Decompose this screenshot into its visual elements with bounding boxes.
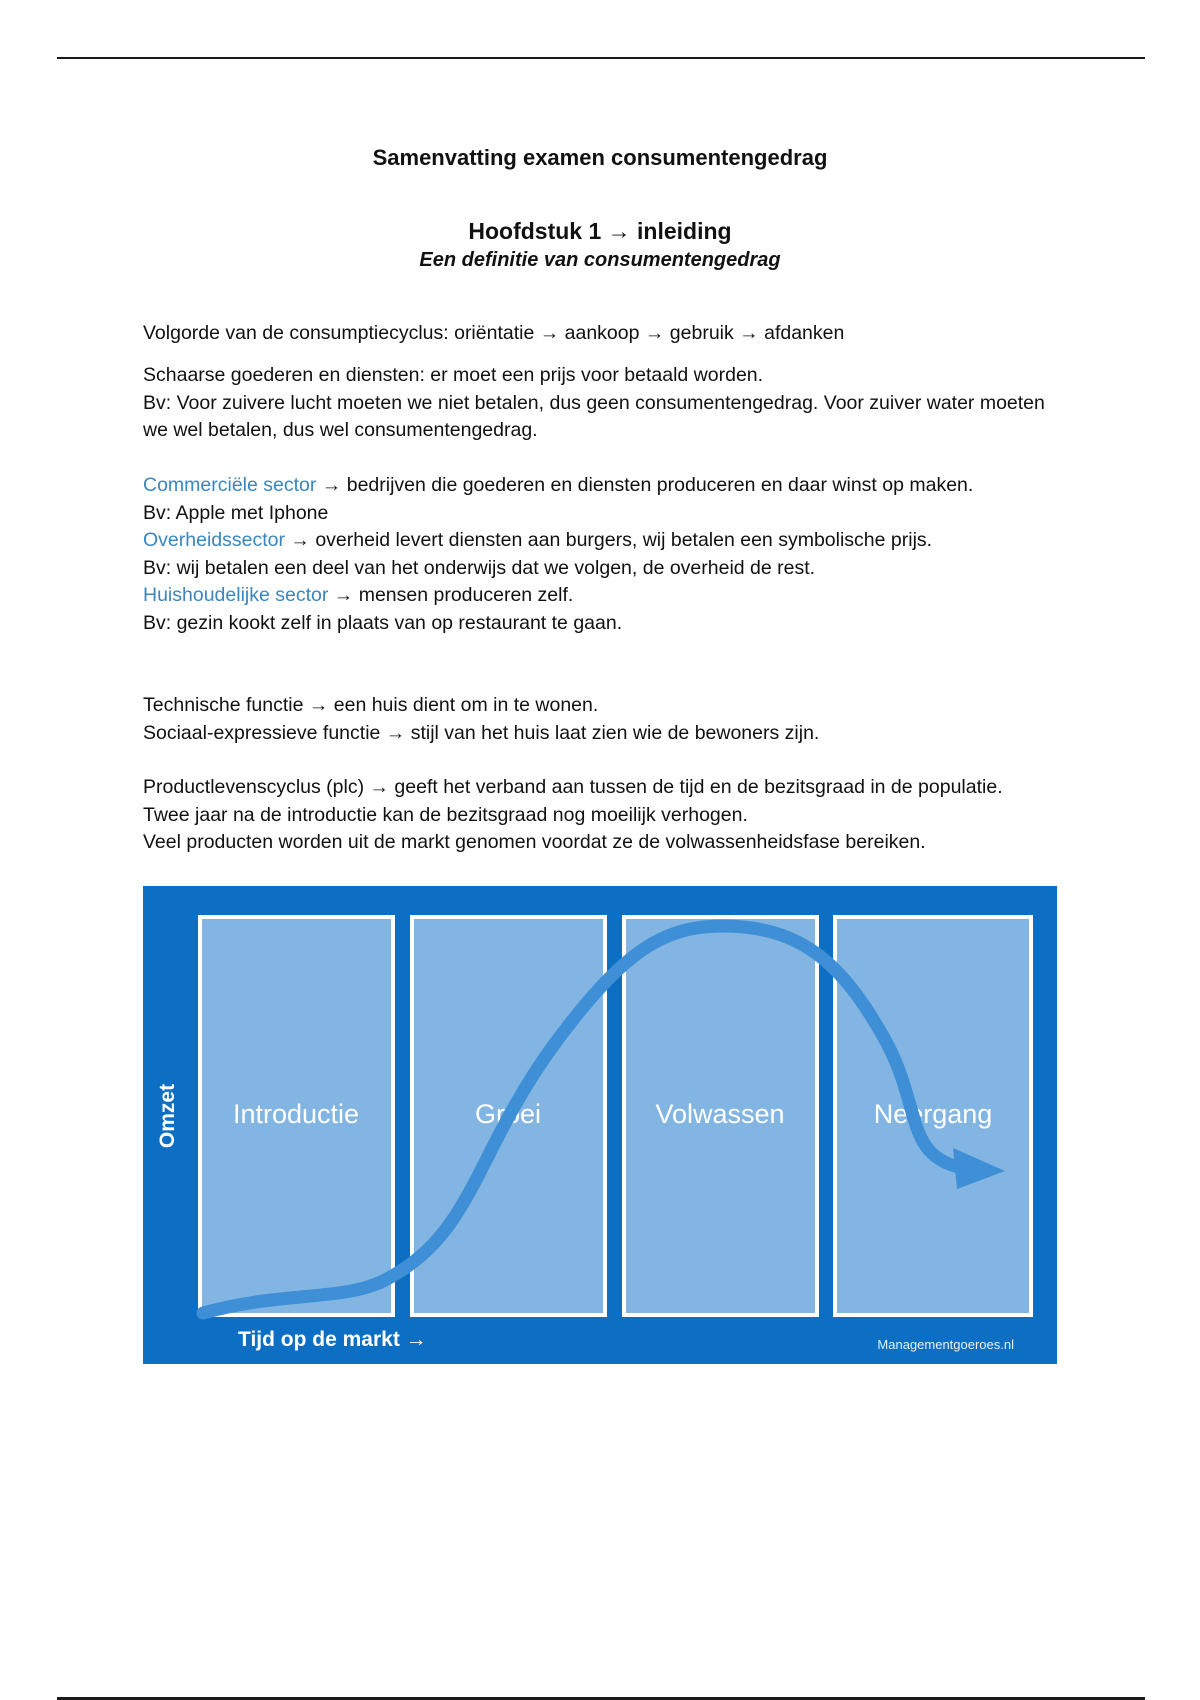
paragraph-sectors: [143, 472, 1063, 637]
government-sector-definition: → overheid levert diensten aan burgers, wij betalen een symbolische prijs.: [284, 529, 933, 551]
y-axis-label: Omzet: [156, 1083, 179, 1149]
paragraph-product-lifecycle: [143, 774, 1063, 857]
commercial-sector-term: Commerciële sector: [143, 474, 317, 496]
household-sector-term: Huishoudelijke sector: [143, 584, 329, 606]
plc-definition: Productlevenscyclus (plc) → geeft het verband aan tussen de tijd en de bezitsgraad in de populatie.: [143, 776, 1003, 798]
technical-function: Technische functie → een huis dient om in te wonen.: [143, 694, 599, 716]
phase-label-groei: Groei: [474, 1099, 542, 1129]
commercial-sector-example: Bv: Apple met Iphone: [143, 501, 329, 524]
government-sector: [143, 527, 1063, 555]
phase-label-volwassen: Volwassen: [655, 1099, 785, 1129]
scarce-goods-definition: Schaarse goederen en diensten: er moet een prijs voor betaald worden.: [143, 364, 764, 386]
product-lifecycle-diagram: [143, 886, 1057, 1364]
plc-note-withdrawn: Veel producten worden uit de markt genomen voordat ze de volwassenheidsfase bereiken.: [143, 831, 926, 853]
government-sector-term: Overheidssector: [143, 529, 285, 551]
paragraph-consumption-cycle: [143, 320, 1063, 348]
household-sector: [143, 582, 1063, 610]
household-sector-example: Bv: gezin kookt zelf in plaats van op restaurant te gaan.: [143, 611, 623, 634]
consumption-cycle-text: Volgorde van de consumptiecyclus: oriëntatie → aankoop → gebruik → afdanken: [143, 322, 845, 344]
paragraph-scarce-goods: [143, 362, 1063, 445]
government-sector-example: Bv: wij betalen een deel van het onderwijs dat we volgen, de overheid de rest.: [143, 556, 816, 579]
phase-label-neergang: Neergang: [873, 1099, 993, 1129]
commercial-sector-definition: → bedrijven die goederen en diensten produceren en daar winst op maken.: [316, 474, 974, 496]
top-rule: [57, 57, 1145, 59]
commercial-sector: [143, 472, 1063, 500]
x-axis-label: Tijd op de markt →: [238, 1328, 427, 1351]
scarce-goods-example: Bv: Voor zuivere lucht moeten we niet betalen, dus geen consumentengedrag. Voor zuiver water moeten we wel betalen, dus wel consumentengedrag.: [143, 391, 1045, 441]
phase-label-introductie: Introductie: [232, 1099, 360, 1129]
diagram-credit: Managementgoeroes.nl: [877, 1337, 1014, 1352]
document-title: Samenvatting examen consumentengedrag: [372, 145, 828, 170]
household-sector-definition: → mensen produceren zelf.: [328, 584, 574, 606]
chapter-title: Hoofdstuk 1 → inleiding: [468, 218, 732, 244]
social-expressive-function: Sociaal-expressieve functie → stijl van het huis laat zien wie de bewoners zijn.: [143, 721, 820, 744]
plc-diagram-svg: [143, 886, 1057, 1364]
plc-note-two-years: Twee jaar na de introductie kan de bezitsgraad nog moeilijk verhogen.: [143, 803, 748, 826]
paragraph-functions: [143, 692, 1063, 747]
section-subtitle: Een definitie van consumentengedrag: [419, 249, 781, 271]
